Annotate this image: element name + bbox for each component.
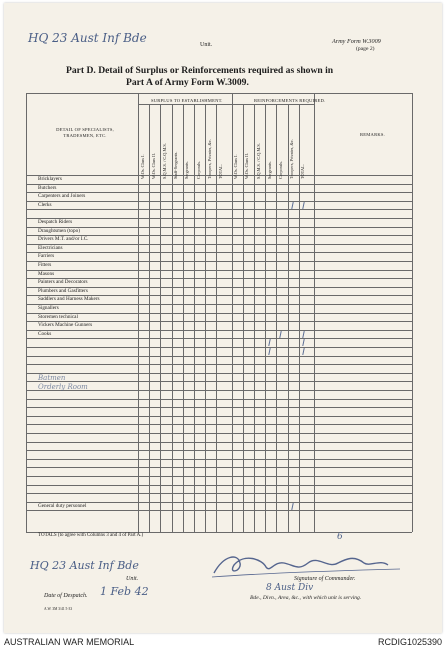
bde-label: Bde., Divn., Area, &c., with which unit is serving. bbox=[250, 595, 362, 601]
tick-mark bbox=[291, 503, 293, 510]
footer-unit-label: Unit. bbox=[126, 576, 139, 582]
row-label: Electricians bbox=[38, 244, 63, 251]
left-column-header: DETAIL OF SPECIALISTS, TRADESMEN, ETC. bbox=[56, 127, 114, 138]
surplus-col-rule bbox=[194, 104, 195, 532]
row-label bbox=[4, 416, 116, 425]
handwritten-row-orderly-room: Orderly Room bbox=[38, 383, 88, 391]
tick-mark bbox=[302, 202, 304, 209]
unit-label: Unit. bbox=[200, 42, 213, 48]
row-label bbox=[4, 467, 116, 476]
bde-handwritten: 8 Aust Div bbox=[266, 583, 314, 593]
row-label bbox=[4, 347, 116, 356]
row-label: Drivers M.T. and/or I.C. bbox=[38, 236, 89, 243]
unit-handwritten: HQ 23 Aust Inf Bde bbox=[28, 31, 147, 45]
reinf-col-header: TOTAL. bbox=[300, 164, 306, 179]
group-underline bbox=[138, 104, 232, 105]
row-label: Vickers Machine Gunners bbox=[38, 322, 93, 329]
row-label: Butchers bbox=[38, 184, 57, 191]
row-label bbox=[4, 476, 116, 485]
row-label: Painters and Decorators bbox=[38, 279, 88, 286]
form-title-line2: Part A of Army Form W.3009. bbox=[126, 77, 249, 88]
form-title-line1: Part D. Detail of Surplus or Reinforcements required as shown in bbox=[66, 65, 334, 76]
totals-label: TOTALS (to agree with Columns 3 and 4 of Part A.) bbox=[38, 533, 144, 538]
reinf-col-header: W.Os. Class I. bbox=[233, 154, 239, 179]
tick-mark bbox=[268, 339, 270, 346]
row-label bbox=[4, 450, 116, 459]
surplus-col-header: Sergeants. bbox=[184, 161, 190, 179]
despatch-handwritten: 1 Feb 42 bbox=[100, 585, 149, 598]
reinf-col-header: Corporals. bbox=[277, 160, 283, 179]
row-label: Fitters bbox=[38, 262, 52, 268]
table-top-rule bbox=[26, 93, 412, 94]
surplus-col-header: Troopers, Privates, &c. bbox=[206, 139, 212, 179]
row-label: General duty personnel bbox=[38, 502, 87, 509]
surplus-left-border bbox=[138, 93, 139, 532]
row-label: Despatch Riders bbox=[38, 219, 73, 225]
reinf-col-rule bbox=[254, 104, 255, 532]
row-label: Masons bbox=[38, 270, 55, 277]
row-label bbox=[4, 485, 116, 494]
surplus-col-header: S.Q.M.S. / C.Q.M.S. bbox=[161, 143, 167, 179]
surplus-col-header: Staff-Sergeants. bbox=[173, 151, 179, 179]
tick-mark bbox=[280, 331, 282, 338]
row-label bbox=[4, 399, 116, 408]
row-label: Bricklayers bbox=[38, 176, 62, 182]
tick-mark bbox=[268, 348, 270, 355]
right-border bbox=[412, 93, 413, 532]
form-name: Army Form W.3009 bbox=[332, 38, 381, 45]
form-page bbox=[4, 3, 442, 633]
surplus-col-header: Corporals. bbox=[195, 160, 201, 179]
row-label bbox=[4, 424, 116, 433]
row-label bbox=[4, 407, 116, 416]
row-label: Storemen technical bbox=[38, 313, 78, 320]
row-label: Cooks bbox=[38, 330, 52, 337]
row-label: Farriers bbox=[38, 253, 55, 260]
despatch-label: Date of Despatch. bbox=[44, 593, 88, 599]
row-label: Plumbers and Gasfitters bbox=[38, 287, 88, 294]
row-label bbox=[4, 356, 116, 365]
row-label: Clerks bbox=[38, 201, 52, 208]
surplus-col-header: W.Os. Class II. bbox=[150, 153, 156, 179]
handwritten-row-batmen: Batmen bbox=[38, 374, 66, 382]
row-label bbox=[4, 390, 116, 399]
signature-label: Signature of Commander. bbox=[294, 576, 356, 582]
footer-unit-handwritten: HQ 23 Aust Inf Bde bbox=[30, 559, 139, 572]
tick-mark bbox=[302, 348, 304, 355]
tick-mark bbox=[302, 339, 304, 346]
row-label bbox=[4, 442, 116, 451]
row-label: Signallers bbox=[38, 305, 59, 311]
page-label: (page 2) bbox=[356, 46, 375, 52]
archive-credit: AUSTRALIAN WAR MEMORIAL bbox=[4, 637, 135, 647]
total-value: 6 bbox=[337, 532, 343, 542]
row-label bbox=[4, 338, 116, 347]
group-underline bbox=[232, 104, 314, 105]
row-label bbox=[4, 209, 116, 218]
print-code: A.W. 3M 3/41 5-33 bbox=[44, 607, 73, 611]
row-label bbox=[4, 493, 116, 502]
row-label bbox=[4, 364, 116, 373]
surplus-col-header: W.Os. Class I. bbox=[139, 154, 145, 179]
reinf-col-header: Troopers, Privates, &c. bbox=[289, 139, 295, 179]
reinforcements-header: REINFORCEMENTS REQUIRED. bbox=[254, 98, 326, 103]
tick-mark bbox=[291, 202, 293, 209]
surplus-header: SURPLUS TO ESTABLISHMENT. bbox=[151, 98, 223, 103]
reinf-col-header: Sergeants. bbox=[266, 161, 272, 179]
remarks-header: REMARKS. bbox=[360, 132, 385, 137]
row-label bbox=[4, 459, 116, 468]
row-label: Carpenters and Joiners bbox=[38, 193, 86, 200]
row-label: Draughtsmen (topo) bbox=[38, 227, 80, 234]
row-label: Saddlers and Harness Makers bbox=[38, 296, 100, 303]
reinf-col-header: S.Q.M.S. / C.Q.M.S. bbox=[255, 143, 261, 179]
remarks-left-border bbox=[314, 93, 315, 532]
surplus-col-header: TOTAL. bbox=[217, 164, 223, 179]
row-label bbox=[4, 433, 116, 442]
reinf-col-header: W.Os. Class II. bbox=[244, 153, 250, 179]
tick-mark bbox=[302, 331, 304, 338]
archive-id: RCDIG1025390 bbox=[377, 637, 442, 647]
